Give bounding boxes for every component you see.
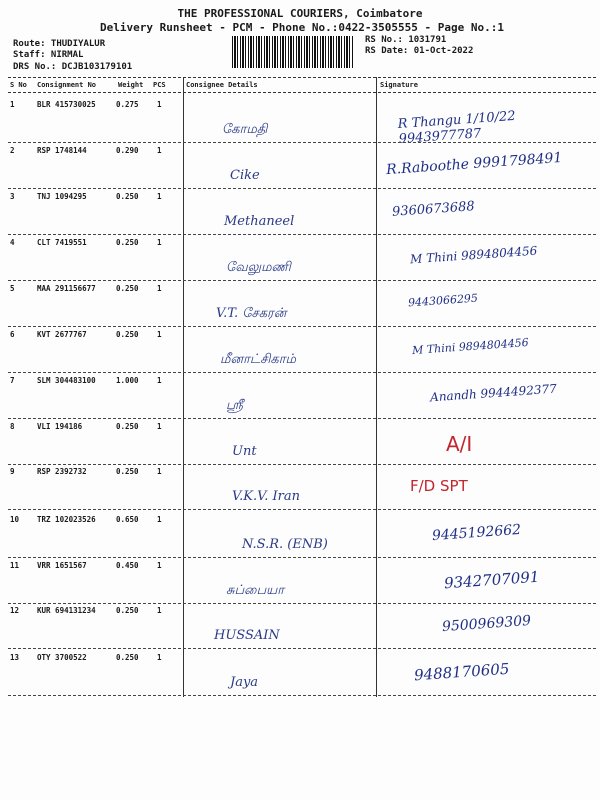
row-divider	[8, 372, 596, 373]
row-signature: 9445192662	[431, 521, 522, 545]
rs-date: RS Date: 01-Oct-2022	[365, 46, 474, 56]
route-label: Route: THUDIYALUR	[13, 39, 106, 49]
row-weight: 0.250	[116, 192, 139, 201]
row-divider	[8, 188, 596, 189]
column-divider	[376, 77, 377, 697]
col-header-signature: Signature	[380, 81, 418, 89]
runsheet-title: THE PROFESSIONAL COURIERS, Coimbatore	[177, 7, 423, 20]
row-pcs: 1	[157, 192, 162, 201]
row-pcs: 1	[157, 238, 162, 247]
header-bottom-rule	[8, 92, 596, 93]
row-pcs: 1	[157, 606, 162, 615]
row-sno: 8	[10, 422, 15, 431]
row-consignment-no: KUR 694131234	[37, 606, 96, 615]
row-divider	[8, 464, 596, 465]
row-consignment-no: TNJ 1094295	[37, 192, 87, 201]
row-divider	[8, 509, 596, 510]
row-signature: Anandh 9944492377	[429, 381, 558, 405]
row-consignment-no: RSP 2392732	[37, 467, 87, 476]
row-consignee: சுப்பையா	[226, 583, 285, 598]
row-signature: 9360673688	[391, 199, 476, 220]
row-weight: 0.250	[116, 467, 139, 476]
row-pcs: 1	[157, 653, 162, 662]
barcode	[232, 36, 354, 68]
row-weight: 0.250	[116, 238, 139, 247]
row-divider	[8, 557, 596, 558]
drs-number: DRS No.: DCJB103179101	[13, 62, 133, 72]
row-consignment-no: CLT 7419551	[37, 238, 87, 247]
row-consignee: N.S.R. (ENB)	[242, 537, 328, 552]
row-divider	[8, 142, 596, 143]
row-consignee: Unt	[232, 444, 257, 459]
row-consignment-no: VLI 194186	[37, 422, 83, 431]
row-consignee: ஸ்ரீ	[226, 398, 243, 413]
row-divider	[8, 648, 596, 649]
row-weight: 0.275	[116, 100, 139, 109]
row-weight: 0.250	[116, 330, 139, 339]
row-status-stamp: A/I	[446, 432, 473, 456]
row-consignee: கோமதி	[222, 122, 268, 137]
rs-number: RS No.: 1031791	[365, 35, 447, 45]
row-pcs: 1	[157, 561, 162, 570]
row-sno: 7	[10, 376, 15, 385]
row-divider	[8, 418, 596, 419]
row-signature: 9500969309	[441, 612, 532, 636]
row-status-stamp: F/D SPT	[410, 477, 468, 495]
row-pcs: 1	[157, 146, 162, 155]
row-signature: R.Raboothe 9991798491	[385, 149, 563, 179]
row-consignment-no: BLR 415730025	[37, 100, 96, 109]
row-consignment-no: VRR 1651567	[37, 561, 87, 570]
row-sno: 11	[10, 561, 20, 570]
row-sno: 5	[10, 284, 15, 293]
row-pcs: 1	[157, 376, 162, 385]
row-divider	[8, 603, 596, 604]
row-pcs: 1	[157, 515, 162, 524]
row-weight: 0.650	[116, 515, 139, 524]
row-sno: 2	[10, 146, 15, 155]
col-header-pcs: PCS	[153, 81, 166, 89]
row-consignee: Jaya	[230, 675, 259, 690]
row-pcs: 1	[157, 467, 162, 476]
row-weight: 0.250	[116, 653, 139, 662]
row-signature: 9488170605	[413, 659, 510, 685]
row-consignment-no: OTY 3700522	[37, 653, 87, 662]
row-consignment-no: SLM 304483100	[37, 376, 96, 385]
row-consignment-no: KVT 2677767	[37, 330, 87, 339]
row-pcs: 1	[157, 284, 162, 293]
row-sno: 6	[10, 330, 15, 339]
row-sno: 9	[10, 467, 15, 476]
row-consignee: V.K.V. Iran	[232, 489, 300, 504]
row-weight: 0.450	[116, 561, 139, 570]
row-pcs: 1	[157, 100, 162, 109]
row-consignment-no: TRZ 102023526	[37, 515, 96, 524]
row-weight: 0.250	[116, 284, 139, 293]
row-consignee: Cike	[230, 168, 260, 183]
column-divider	[183, 77, 184, 697]
row-pcs: 1	[157, 422, 162, 431]
row-sno: 4	[10, 238, 15, 247]
row-signature: M Thini 9894804456	[411, 335, 530, 358]
row-signature: R Thangu 1/10/22 9943977787	[397, 108, 516, 148]
row-sno: 12	[10, 606, 20, 615]
col-header-consignee: Consignee Details	[186, 81, 258, 89]
row-consignee: மீனாட்சிகாம்	[220, 352, 296, 367]
row-weight: 0.250	[116, 422, 139, 431]
row-signature: 9443066295	[407, 291, 479, 310]
row-weight: 0.250	[116, 606, 139, 615]
header-top-rule	[8, 77, 596, 78]
col-header-consignment: Consignment No	[37, 81, 97, 89]
runsheet-subtitle: Delivery Runsheet - PCM - Phone No.:0422-3505555 - Page No.:1	[100, 21, 504, 34]
row-weight: 1.000	[116, 376, 139, 385]
row-sno: 1	[10, 100, 15, 109]
row-divider	[8, 280, 596, 281]
row-consignee: Methaneel	[224, 214, 295, 229]
row-signature: M Thini 9894804456	[409, 243, 538, 267]
row-signature: 9342707091	[443, 567, 540, 593]
row-weight: 0.290	[116, 146, 139, 155]
row-consignee: HUSSAIN	[214, 628, 280, 643]
staff-label: Staff: NIRMAL	[13, 50, 84, 60]
row-consignee: V.T. சேகரன்	[216, 306, 287, 321]
row-divider	[8, 695, 596, 696]
row-sno: 10	[10, 515, 20, 524]
row-consignee: வேலுமணி	[226, 260, 291, 275]
row-sno: 13	[10, 653, 20, 662]
row-consignment-no: MAA 291156677	[37, 284, 96, 293]
col-header-sno: S No	[10, 81, 27, 89]
row-pcs: 1	[157, 330, 162, 339]
row-sno: 3	[10, 192, 15, 201]
row-consignment-no: RSP 1748144	[37, 146, 87, 155]
row-divider	[8, 326, 596, 327]
row-divider	[8, 234, 596, 235]
col-header-weight: Weight	[118, 81, 144, 89]
